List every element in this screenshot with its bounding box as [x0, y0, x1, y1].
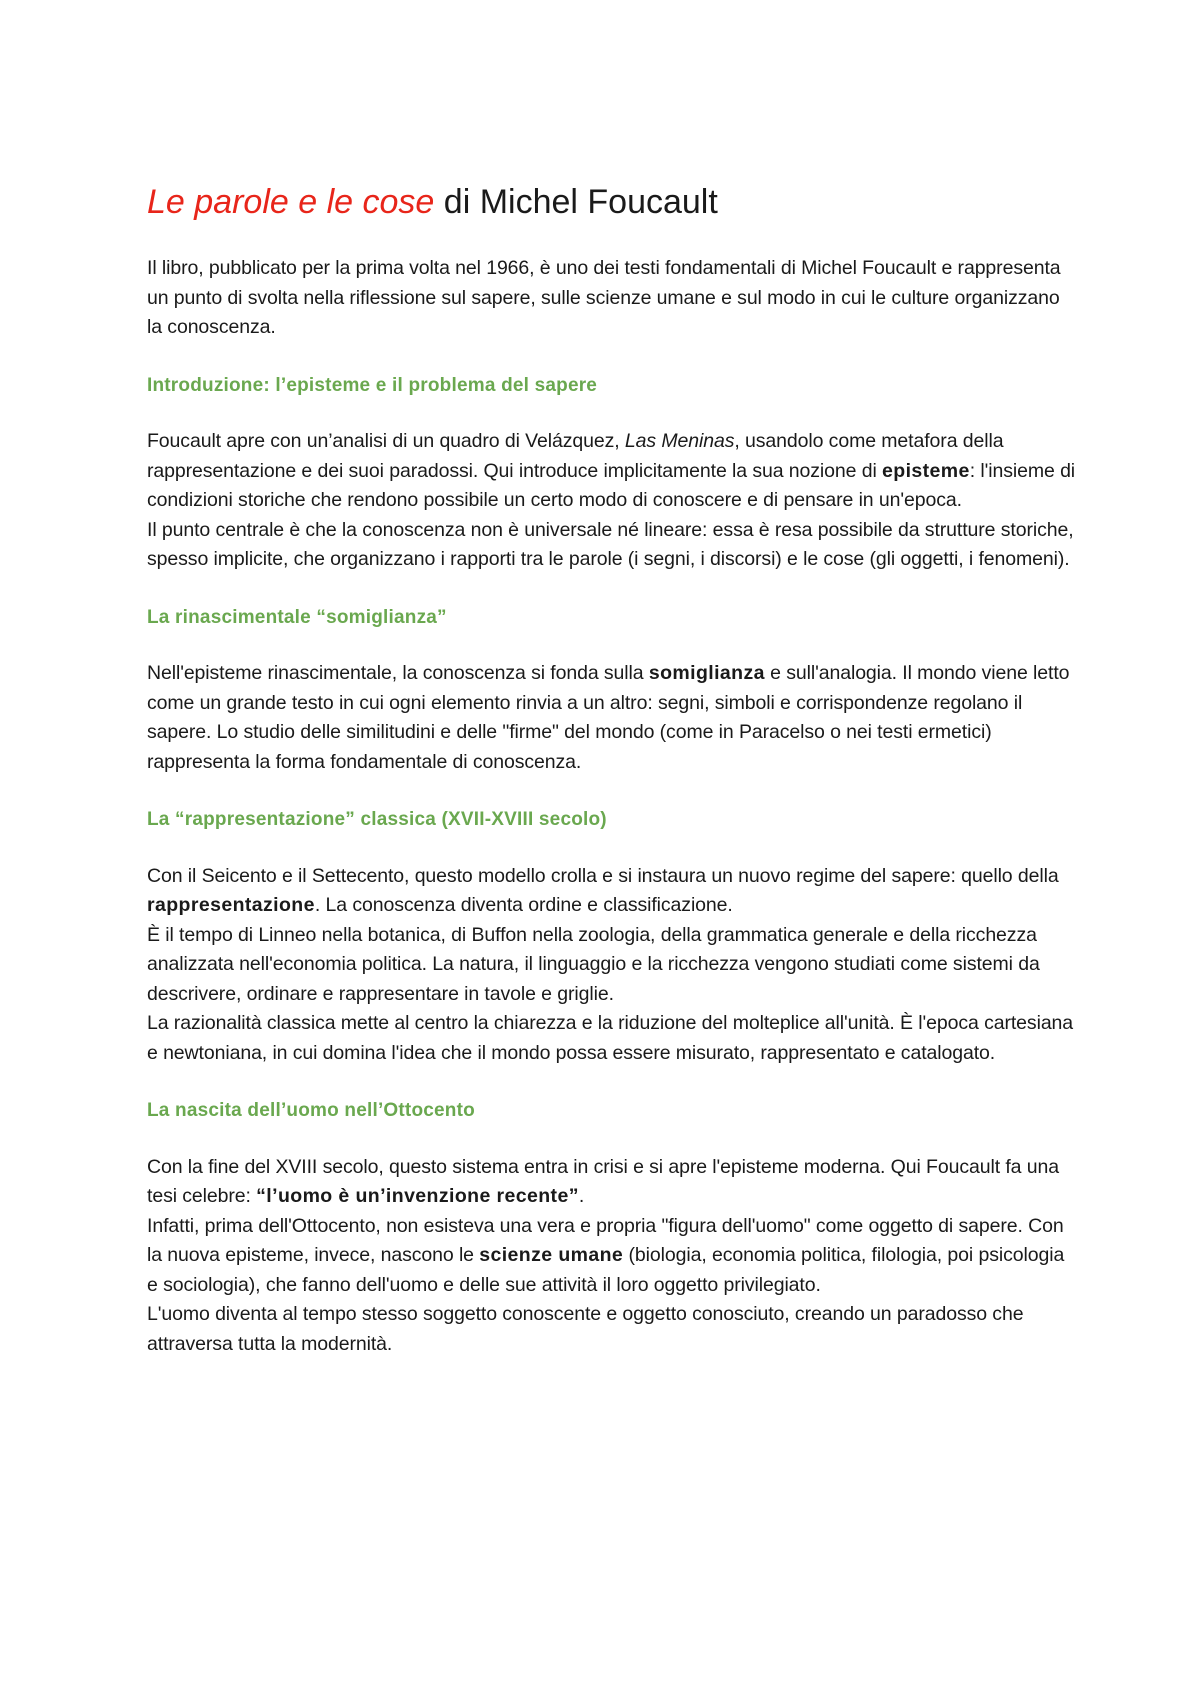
- section-heading-somiglianza: La rinascimentale “somiglianza”: [147, 606, 447, 628]
- section4-paragraph: [147, 1153, 1077, 1360]
- text-run: Il punto centrale è che la conoscenza non è universale né lineare: essa è resa possibile da strutture storiche, spesso implicite, che organizzano i rapporti tra le parole (i segni, i discorsi) e le cose (gli oggetti, i fenomeni).: [147, 518, 1074, 570]
- quote-invenzione-recente: “l’uomo è un’invenzione recente”: [256, 1185, 579, 1207]
- section-heading-nascita-uomo: La nascita dell’uomo nell’Ottocento: [147, 1100, 475, 1121]
- page-title: [147, 180, 1077, 224]
- title-conjunction: e: [298, 183, 318, 221]
- text-run: Con la fine del XVIII secolo, questo sistema entra in crisi e si apre l'episteme moderna. Qui Foucault fa una tesi celebre:: [147, 1155, 1059, 1207]
- keyword-scienze-umane: scienze umane: [479, 1244, 624, 1266]
- document-page: [147, 180, 1077, 1359]
- text-run: , usandolo come metafora della rappresentazione e dei suoi paradossi. Qui introduce implicitamente la sua nozione di: [147, 430, 1004, 482]
- section-heading-introduzione: Introduzione: l’episteme e il problema del sapere: [147, 374, 598, 396]
- section1-paragraph: [147, 427, 1077, 575]
- text-run: .: [578, 1185, 585, 1207]
- artwork-title: Las Meninas: [624, 430, 735, 452]
- title-work-part2: le cose: [326, 183, 435, 221]
- text-run: Nell'episteme rinascimentale, la conoscenza si fonda sulla: [147, 662, 649, 684]
- text-run: e sull'analogia. Il mondo viene letto come un grande testo in cui ogni elemento rinvia a un altro: segni, simboli e corrispondenze regolano il sapere. Lo studio delle similitudini e delle "firme" del mondo (come in Paracelso o nei testi ermetici) rappresenta la forma fondamentale di conoscenza.: [147, 662, 1070, 773]
- text-run: L'uomo diventa al tempo stesso soggetto conoscente e oggetto conosciuto, creando un paradosso che attraversa tutta la modernità.: [147, 1303, 1024, 1355]
- title-author: di Michel Foucault: [443, 183, 718, 221]
- text-run: . La conoscenza diventa ordine e classificazione.: [314, 894, 733, 916]
- section3-paragraph: [147, 862, 1077, 1069]
- text-run: Infatti, prima dell'Ottocento, non esisteva una vera e propria "figura dell'uomo" come oggetto di sapere. Con la nuova episteme, invece, nascono le: [147, 1214, 1064, 1266]
- keyword-somiglianza: somiglianza: [648, 662, 765, 684]
- text-run: È il tempo di Linneo nella botanica, di Buffon nella zoologia, della grammatica generale e della ricchezza analizzata nell'economia politica. La natura, il linguaggio e la ricchezza vengono studiati come sistemi da descrivere, ordinare e rappresentare in tavole e griglie.: [147, 923, 1040, 1005]
- text-run: Con il Seicento e il Settecento, questo modello crolla e si instaura un nuovo regime del sapere: quello della: [147, 864, 1059, 887]
- text-run: : l'insieme di condizioni storiche che rendono possibile un certo modo di conoscere e di pensare in un'epoca.: [147, 459, 1076, 511]
- text-run: Foucault apre con un’analisi di un quadro di Velázquez,: [147, 430, 625, 452]
- title-work-part1: Le parole: [147, 183, 289, 221]
- keyword-episteme: episteme: [882, 459, 970, 482]
- text-run: (biologia, economia politica, filologia, poi psicologia e sociologia), che fanno dell'uomo e delle sue attività il loro oggetto privilegiato.: [147, 1244, 1065, 1296]
- text-run: La razionalità classica mette al centro la chiarezza e la riduzione del molteplice all'unità. È l'epoca cartesiana e newtoniana, in cui domina l'idea che il mondo possa essere misurato, rappresentato e catalogato.: [147, 1012, 1074, 1064]
- section-heading-rappresentazione: La “rappresentazione” classica (XVII-XVIII secolo): [147, 809, 607, 830]
- intro-paragraph: Il libro, pubblicato per la prima volta nel 1966, è uno dei testi fondamentali di Michel Foucault e rappresenta un punto di svolta nella riflessione sul sapere, sulle scienze umane e sul modo in cui le culture organizzano la conoscenza.: [147, 257, 1061, 338]
- keyword-rappresentazione: rappresentazione: [147, 894, 315, 916]
- section2-paragraph: [147, 659, 1077, 777]
